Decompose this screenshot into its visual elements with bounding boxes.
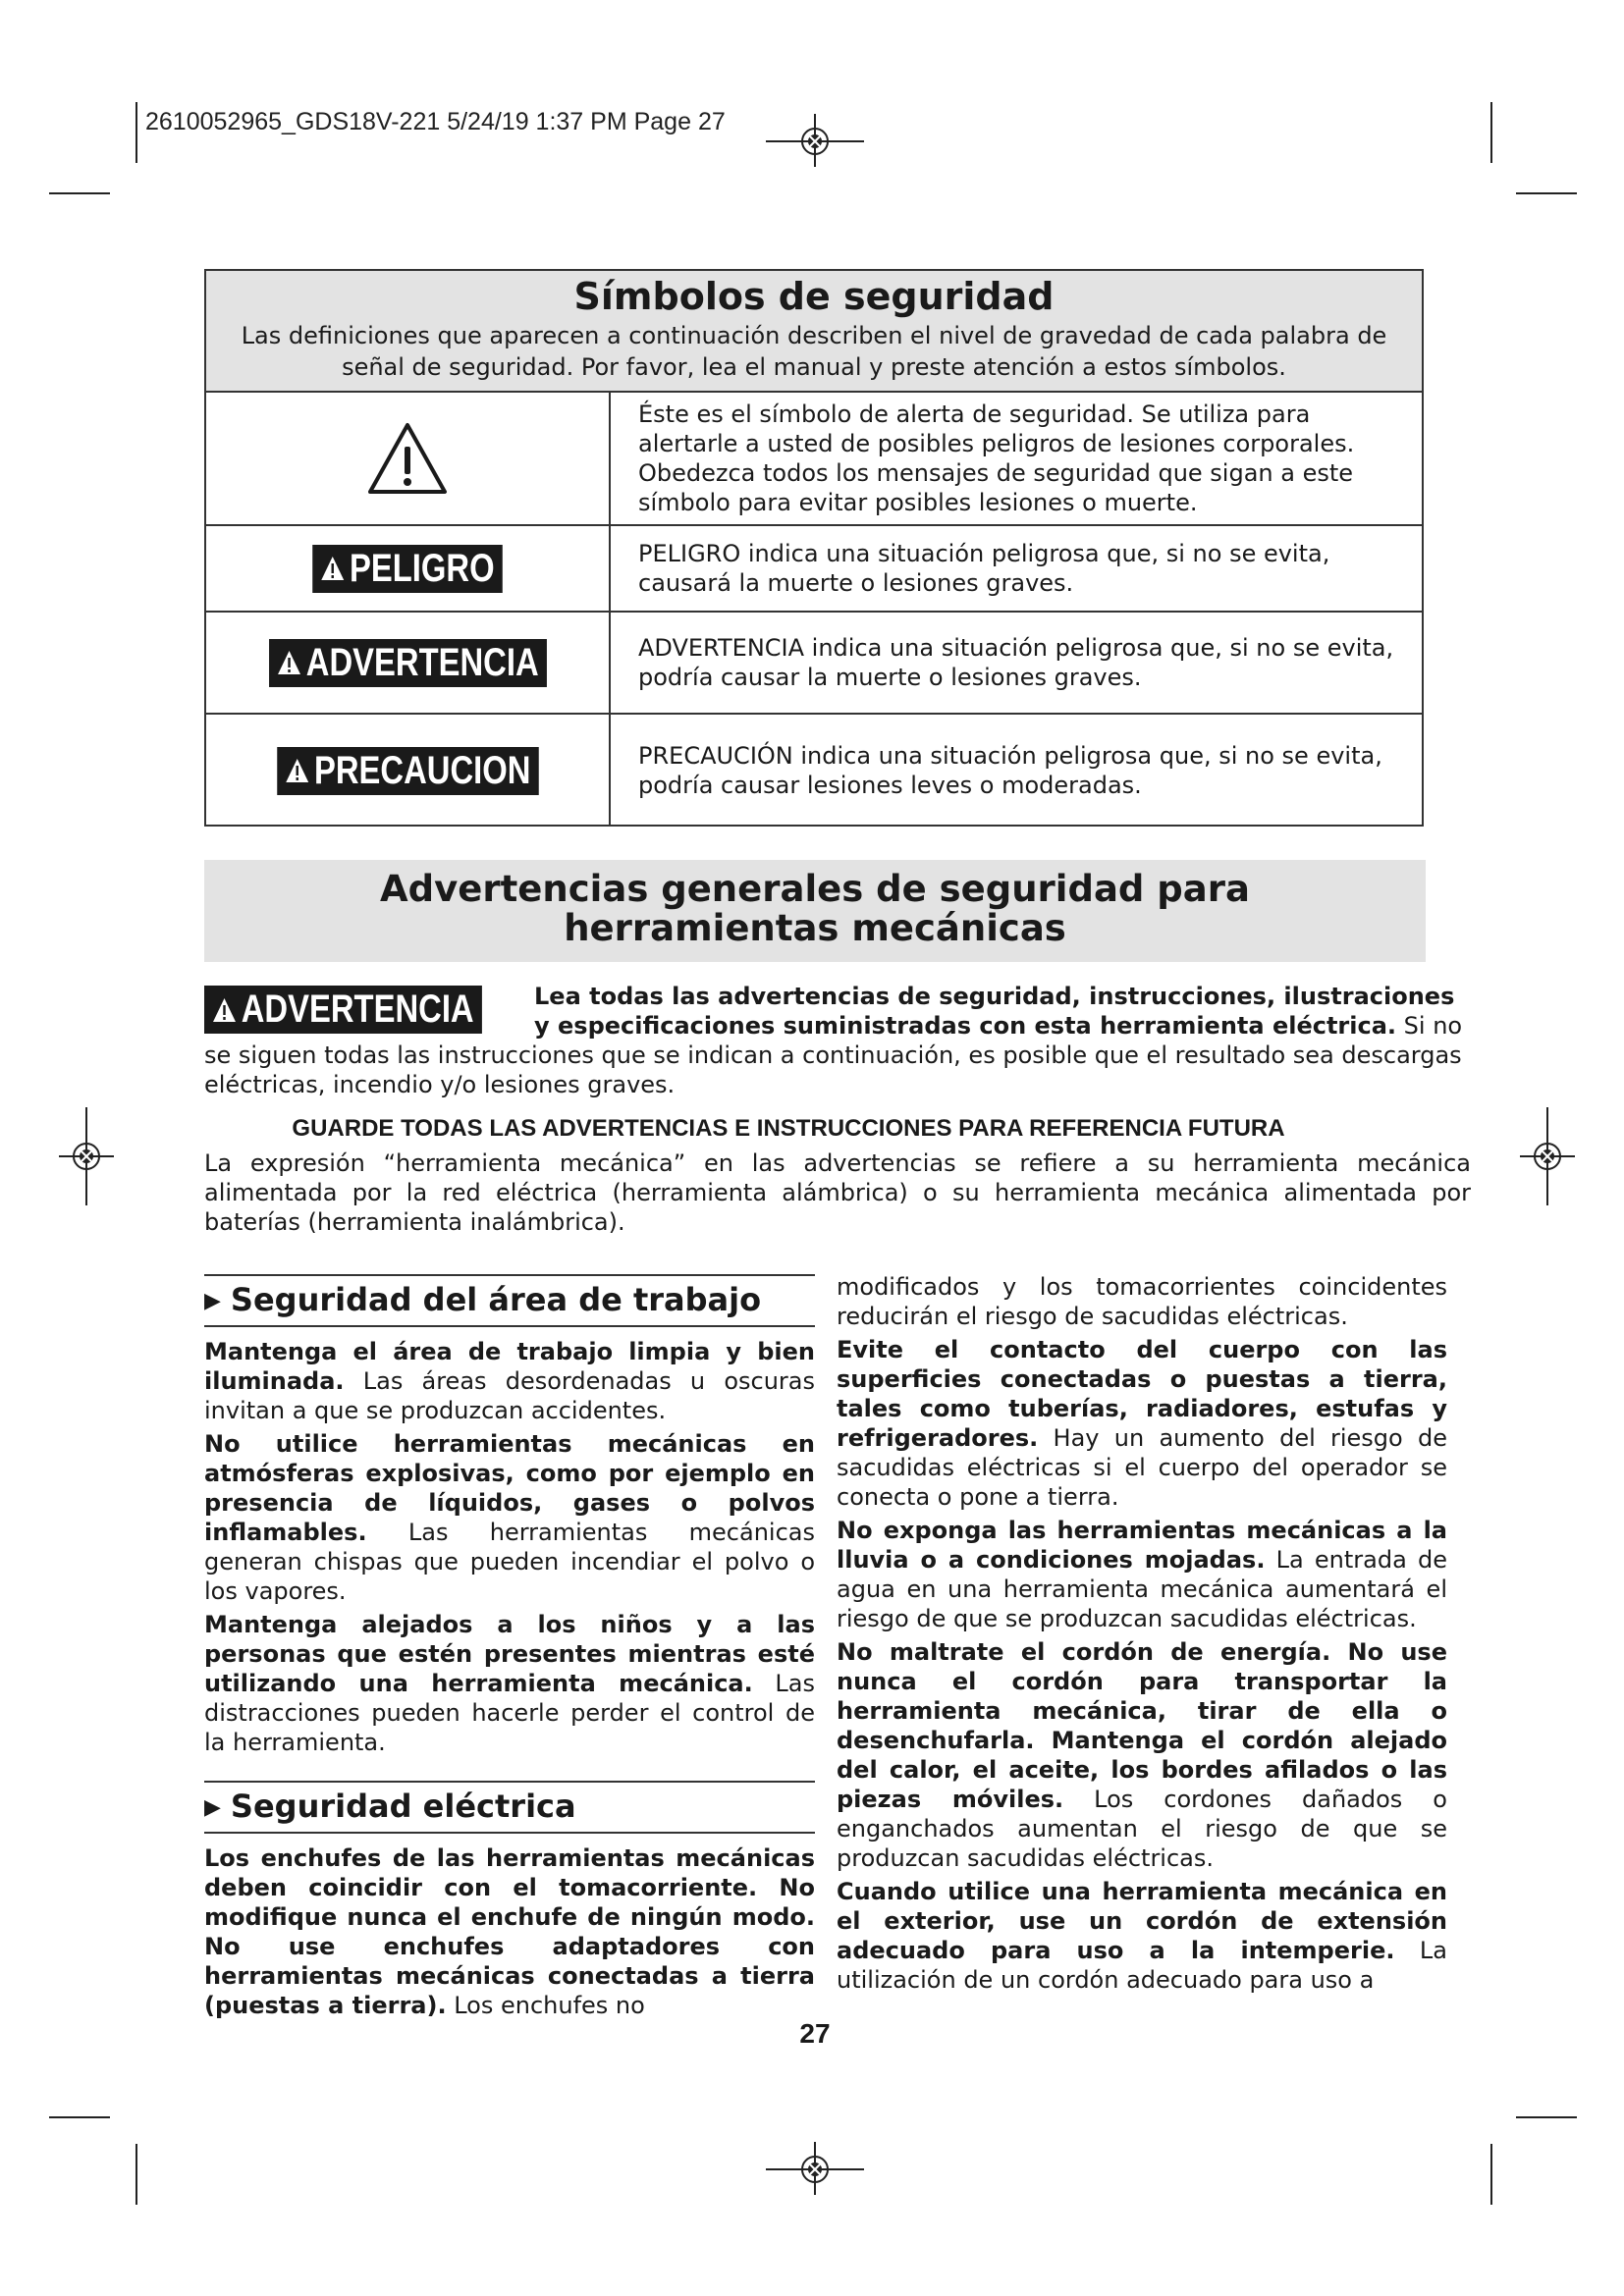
safety-symbols-title: Símbolos de seguridad bbox=[573, 275, 1055, 318]
warning-triangle-icon bbox=[285, 758, 309, 783]
symbol-description: Éste es el símbolo de alerta de seguridad. Se utiliza para alertarle a usted de posibles peligros de lesiones corporales. Obedezca todos los mensajes de seguridad que sigan a este símbolo para evitar posibles lesiones o muerte. bbox=[638, 400, 1355, 516]
page-number: 27 bbox=[799, 2018, 831, 2049]
symbol-cell bbox=[206, 715, 611, 827]
caution-badge bbox=[277, 747, 538, 795]
safety-item: Cuando utilice una herramienta mecánica en el exterior, use un cordón de extensión adecuado para uso a la intemperie. La utilización de un cordón adecuado para uso a bbox=[837, 1878, 1447, 1994]
continued-text: modificados y los tomacorrientes coincidentes reducirán el riesgo de sacudidas eléctricas. bbox=[837, 1273, 1447, 1330]
registration-mark-icon bbox=[1518, 1107, 1577, 1205]
warning-triangle-icon bbox=[320, 556, 345, 581]
warning-badge bbox=[204, 986, 543, 1034]
power-tool-definition: La expresión “herramienta mecánica” en las advertencias se refiere a su herramienta mecánica alimentada por la red eléctrica (herramienta alámbrica) o su herramienta mecánica alimentada por baterías (herramienta inalámbrica). bbox=[204, 1149, 1471, 1236]
safety-item: Mantenga el área de trabajo limpia y bien iluminada. Las áreas desordenadas u oscuras invitan a que se produzcan accidentes. bbox=[204, 1338, 815, 1424]
safety-item: Los enchufes de las herramientas mecánicas deben coincidir con el tomacorriente. No modifique nunca el enchufe de ningún modo. No use enchufes adaptadores con herramientas mecánicas conectadas a tierra (puestas a tierra). Los enchufes no bbox=[204, 1844, 815, 2019]
safety-alert-icon bbox=[366, 421, 449, 496]
right-column bbox=[837, 1272, 1447, 1999]
intro-bold-text: Lea todas las advertencias de seguridad, instrucciones, ilustraciones y especificaciones suministradas con esta herramienta eléctrica. bbox=[534, 983, 1455, 1040]
symbol-description: PELIGRO indica una situación peligrosa que, si no se evita, causará la muerte o lesiones graves. bbox=[638, 540, 1330, 597]
intro-text: Si no se siguen todas las instrucciones que se indican a continuación, es posible que el resultado sea descargas eléctricas, incendio y/o lesiones graves. bbox=[204, 1012, 1463, 1098]
registration-mark-icon bbox=[766, 2140, 864, 2199]
left-column bbox=[204, 1274, 815, 2024]
symbol-cell bbox=[206, 526, 611, 611]
general-warnings-heading bbox=[204, 860, 1426, 962]
safety-item: Mantenga alejados a los niños y a las personas que estén presentes mientras esté utilizando una herramienta mecánica. Las distracciones pueden hacerle perder el control de la herramienta. bbox=[204, 1611, 815, 1756]
print-slug: 2610052965_GDS18V-221 5/24/19 1:37 PM Page 27 bbox=[145, 108, 726, 135]
section-heading: ▶ Seguridad eléctrica bbox=[204, 1781, 815, 1834]
section-heading: ▶ Seguridad del área de trabajo bbox=[204, 1274, 815, 1327]
safety-symbols-subtitle: señal de seguridad. Por favor, lea el manual y preste atención a estos símbolos. bbox=[342, 353, 1286, 381]
warning-badge bbox=[269, 639, 547, 687]
symbol-row bbox=[206, 526, 1422, 613]
symbol-description: ADVERTENCIA indica una situación peligrosa que, si no se evita, podría causar la muerte o lesiones graves. bbox=[638, 634, 1394, 691]
symbol-row bbox=[206, 393, 1422, 526]
safety-symbols-header bbox=[206, 271, 1422, 393]
crop-mark bbox=[49, 2116, 110, 2118]
triangle-bullet-icon: ▶ bbox=[204, 1289, 221, 1313]
safety-item: No maltrate el cordón de energía. No use nunca el cordón para transportar la herramienta mecánica, tirar de ella o desenchufarla. Mantenga el cordón alejado del calor, el aceite, los bordes afilados o las piezas móviles. Los cordones dañados o enganchados aumentan el riesgo de que se produzcan sacudidas eléctricas. bbox=[837, 1638, 1447, 1872]
crop-mark bbox=[1516, 192, 1577, 194]
symbol-cell bbox=[206, 613, 611, 713]
safety-item: No utilice herramientas mecánicas en atmósferas explosivas, como por ejemplo en presencia de líquidos, gases o polvos inflamables. Las herramientas mecánicas generan chispas que pueden incendiar el polvo o los vapores. bbox=[204, 1430, 815, 1605]
symbol-row bbox=[206, 715, 1422, 827]
symbol-row bbox=[206, 613, 1422, 715]
symbol-description: PRECAUCIÓN indica una situación peligrosa que, si no se evita, podría causar lesiones leves o moderadas. bbox=[638, 742, 1382, 799]
safety-item: No exponga las herramientas mecánicas a la lluvia o a condiciones mojadas. La entrada de agua en una herramienta mecánica aumentará el riesgo de que se produzcan sacudidas eléctricas. bbox=[837, 1517, 1448, 1632]
crop-mark bbox=[135, 2144, 137, 2205]
registration-mark-icon bbox=[766, 110, 864, 169]
crop-mark bbox=[1490, 2144, 1492, 2205]
safety-symbols-table bbox=[204, 269, 1424, 827]
crop-mark bbox=[1516, 2116, 1577, 2118]
triangle-bullet-icon: ▶ bbox=[204, 1795, 221, 1820]
symbol-cell bbox=[206, 393, 611, 524]
registration-mark-icon bbox=[57, 1107, 116, 1205]
crop-mark bbox=[135, 102, 137, 163]
safety-symbols-subtitle: Las definiciones que aparecen a continuación describen el nivel de gravedad de cada palabra de bbox=[241, 322, 1387, 349]
heading-line: herramientas mecánicas bbox=[564, 907, 1066, 949]
warning-triangle-icon bbox=[212, 997, 237, 1023]
crop-mark bbox=[1490, 102, 1492, 163]
warning-badge-label: ADVERTENCIA bbox=[305, 640, 539, 684]
caution-badge-label: PRECAUCION bbox=[313, 748, 531, 792]
warning-triangle-icon bbox=[277, 650, 301, 675]
crop-mark bbox=[49, 192, 110, 194]
heading-line: Advertencias generales de seguridad para bbox=[380, 868, 1250, 910]
danger-badge bbox=[312, 545, 503, 593]
danger-badge-label: PELIGRO bbox=[349, 546, 495, 590]
keep-instructions-notice: GUARDE TODAS LAS ADVERTENCIAS E INSTRUCCIONES PARA REFERENCIA FUTURA bbox=[292, 1115, 1285, 1142]
safety-item: Evite el contacto del cuerpo con las superficies conectadas o puestas a tierra, tales como tuberías, radiadores, estufas y refrigeradores. Hay un aumento del riesgo de sacudidas eléctricas si el cuerpo del operador se conecta o pone a tierra. bbox=[837, 1336, 1447, 1511]
warning-badge-label: ADVERTENCIA bbox=[241, 988, 474, 1031]
